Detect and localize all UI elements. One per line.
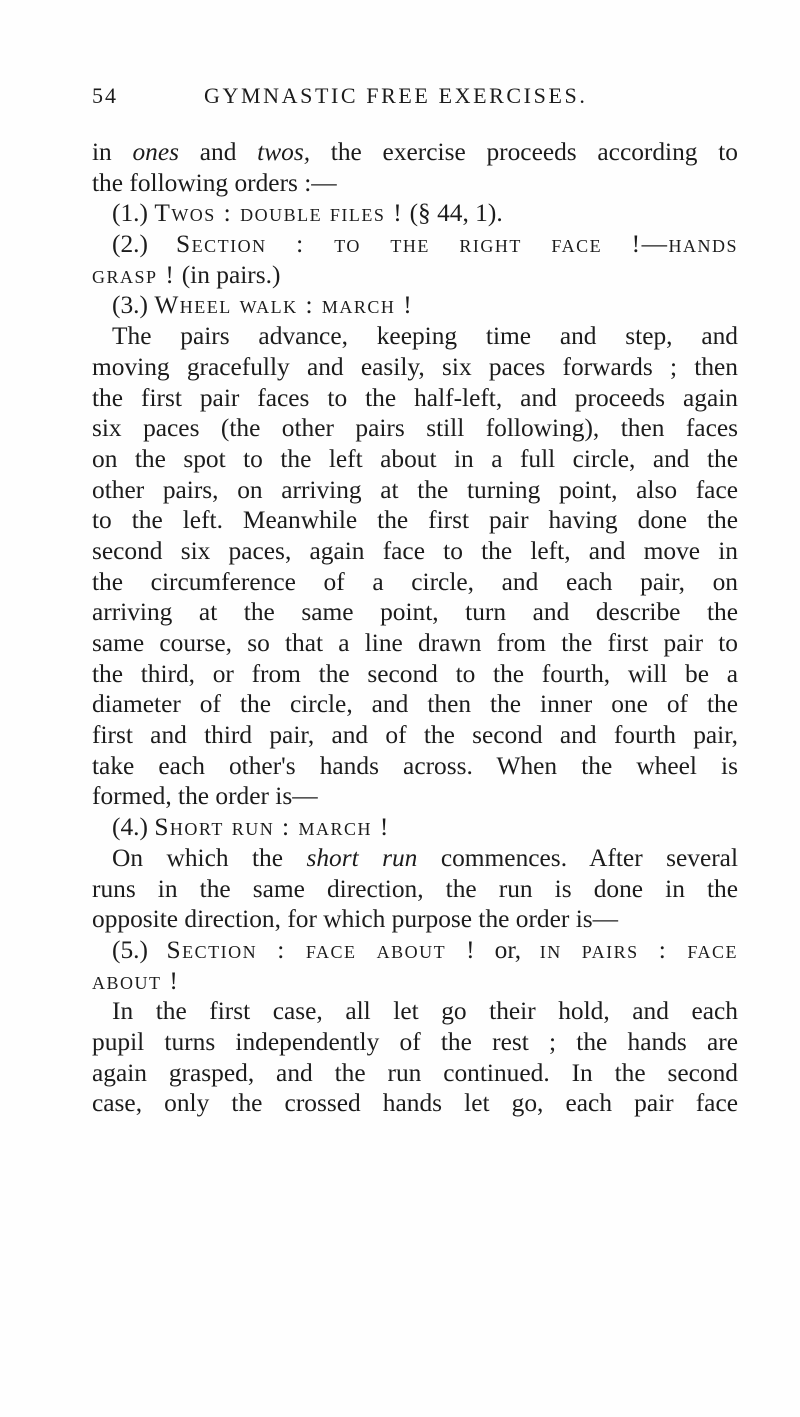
text-line: moving gracefully and easily, six paces forwards ; then — [92, 352, 738, 381]
command-text: Wheel walk : march ! — [154, 291, 414, 320]
order-5-continued — [92, 966, 738, 997]
order-5: (5.) Section : face about ! or, in pairs : face — [112, 935, 738, 964]
order-2-continued: grasp ! (in pairs.) — [92, 260, 281, 289]
text-line: The pairs advance, keeping time and step, and — [112, 322, 738, 351]
command-text: about ! — [92, 966, 180, 995]
emphasis-twos: twos, — [257, 138, 311, 166]
text-line: diameter of the circle, and then the inner one of the — [92, 690, 738, 719]
command-text: Short run : march ! — [154, 813, 390, 842]
order-3: (3.) Wheel walk : march ! — [112, 291, 414, 320]
text-line: opposite direction, for which purpose the order is— — [92, 905, 619, 934]
command-text: Twos : double files ! — [154, 199, 404, 228]
text-line: again grasped, and the run continued. In the second — [92, 1058, 738, 1087]
running-head: GYMNASTIC FREE EXERCISES. — [204, 83, 588, 108]
text-line: In the first case, all let go their hold, and each — [112, 997, 738, 1026]
body-text — [92, 137, 738, 1119]
command-text: grasp ! — [92, 260, 176, 289]
text-line: arriving at the same point, turn and describe the — [92, 598, 738, 627]
command-text: in pairs : face — [539, 935, 738, 964]
text-line: same course, so that a line drawn from the first pair to — [92, 629, 738, 657]
emphasis-short-run: short run — [306, 843, 418, 872]
order-2: (2.) Section : to the right face !—hands — [112, 230, 738, 259]
text-line: the circumference of a circle, and each pair, on — [92, 567, 738, 596]
command-text: Section : face about ! — [166, 935, 477, 964]
page-number: 54 — [92, 83, 118, 108]
command-text: Section : to the right face !—hands — [175, 230, 738, 259]
text-line: in ones and twos, the exercise proceeds according to — [92, 138, 738, 166]
text-line: formed, the order is— — [92, 782, 318, 811]
order-4: (4.) Short run : march ! — [112, 813, 390, 842]
text-line: the third, or from the second to the fourth, will be a — [92, 659, 738, 688]
text-line: take each other's hands across. When the wheel is — [92, 751, 738, 780]
text-line: runs in the same direction, the run is done in the — [92, 874, 738, 903]
text-line: six paces (the other pairs still following), then faces — [92, 414, 738, 443]
text-line: to the left. Meanwhile the first pair having done the — [92, 506, 738, 535]
text-line: case, only the crossed hands let go, each pair face — [92, 1089, 738, 1118]
text-line: On which the short run commences. After several — [112, 843, 738, 872]
order-1: (1.) Twos : double files ! (§ 44, 1). — [112, 199, 503, 228]
emphasis-ones: ones — [132, 138, 180, 166]
text-line: second six paces, again face to the left, and move in — [92, 536, 738, 565]
text-line: the following orders :— — [92, 168, 337, 197]
text-line: first and third pair, and of the second and fourth pair, — [92, 721, 738, 750]
page-header — [92, 83, 732, 113]
text-line: other pairs, on arriving at the turning point, also face — [92, 475, 738, 504]
text-line: on the spot to the left about in a full circle, and the — [92, 444, 738, 473]
text-line: pupil turns independently of the rest ; the hands are — [92, 1027, 738, 1056]
text-line: the first pair faces to the half-left, and proceeds again — [92, 383, 738, 412]
